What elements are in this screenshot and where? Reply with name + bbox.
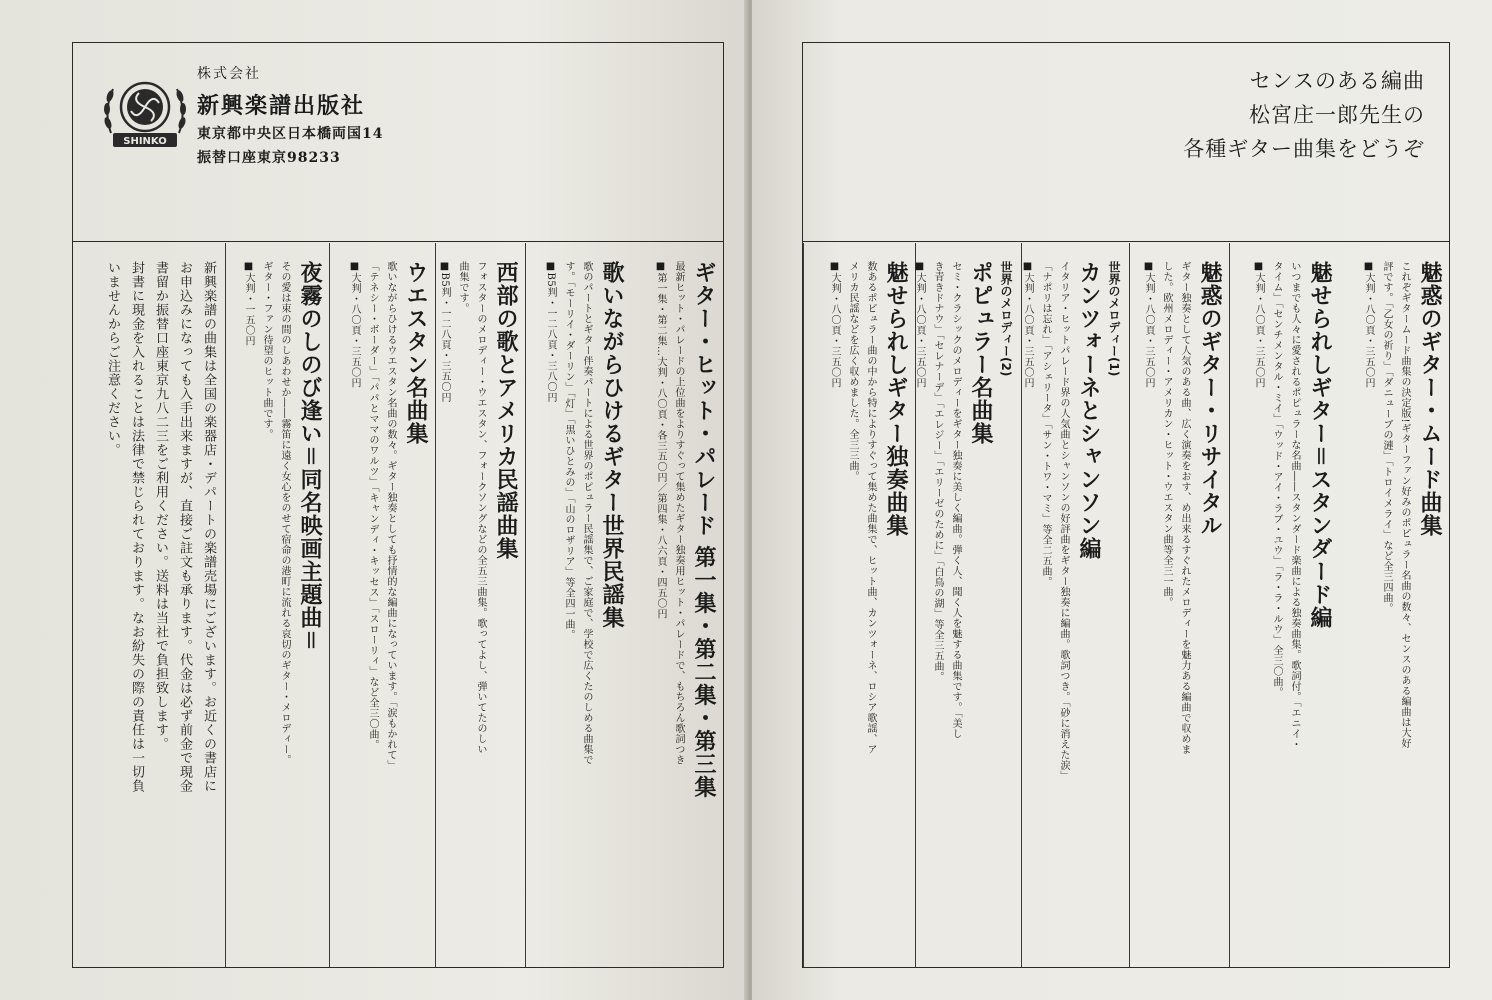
book-entry [329, 243, 435, 967]
book-price: ■大判・八〇頁・三五〇円 [1363, 261, 1374, 388]
book-title: 魅惑のギター・リサイタル [1197, 261, 1222, 537]
book-title: 西部の歌とアメリカ民謡曲集 [493, 261, 518, 560]
book-title: ポピュラー名曲集 [968, 261, 993, 445]
book-entry [525, 243, 631, 967]
book-price: ■第一集・第二集…大判・八〇頁・各三五〇円／第四集・八六頁・四五〇円 [655, 261, 666, 619]
book-description: メリカ民謡などを広く収めました。全三三曲。 [847, 261, 858, 482]
book-description: 歌のパートとギター伴奏パートによる世界のポピュラー民謡集で、ご家庭で、学校で広くたのしめる曲集で [581, 261, 592, 765]
book-description: フォスターのメロディー・ウエスタン、フォークソングなどの全五三曲集。歌ってよし、弾いてたのしい [475, 261, 486, 755]
book-entry [225, 243, 329, 967]
catchphrase-line: 各種ギター曲集をどうぞ [1183, 137, 1425, 161]
shinko-logo-icon [97, 63, 193, 159]
book-description: 評です。「乙女の祈り」「ダニューブの漣」「トロイメライ」など全三四曲。 [1381, 261, 1392, 614]
notice-line: お申込みになっても入手出来ますが、直接ご註文も承ります。代金は必ず前金で現金 [177, 261, 192, 793]
catchphrase-header [803, 43, 1449, 242]
book-description: ギター独奏として人気のある曲、広く演奏をおす、め出来るすぐれたメロディーを魅力ある編曲で収めま [1179, 261, 1190, 755]
book-price: ■大判・八〇頁・三五〇円 [349, 261, 360, 388]
book-price: ■B5判・一二八頁・三五〇円 [439, 261, 450, 403]
book-entry [631, 243, 723, 967]
right-page [752, 0, 1492, 1000]
book-title: ウエスタン名曲集 [403, 261, 428, 445]
book-description: いつまでも人々に愛されるポピュラーな名曲――スタンダード楽曲による独奏曲集。歌詞付。「エニイ・ [1289, 261, 1300, 750]
book-entry [1021, 243, 1129, 967]
book-price: ■大判・八〇頁・三五〇円 [829, 261, 840, 388]
notice-line: 書留か振替口座東京九八二三をご利用ください。送料は当社で負担致します。 [153, 261, 168, 751]
book-price: ■大判・一五〇円 [243, 261, 254, 346]
catchphrase-line: センスのある編曲 [1249, 69, 1425, 93]
notice-line: いませんからご注意ください。 [105, 261, 120, 457]
book-price: ■大判・八〇頁・三五〇円 [1143, 261, 1154, 388]
publisher-account: 振替口座東京98233 [197, 150, 341, 166]
book-entry [1229, 243, 1339, 967]
book-description: 「テネシー・ボーダー」「パパとママのワルツ」「キャンディ・キッセス」「スローリィ」など全三〇曲。 [367, 261, 378, 750]
book-description: 歌いながらひけるウエスタン名曲の数々。ギター独奏としても抒情的な編曲になっています。「涙もかれて」 [385, 261, 396, 771]
left-frame [72, 42, 724, 968]
book-subtitle: 世界のメロディー(1) [1107, 261, 1121, 377]
book-description: 最新ヒット・パレードの上位曲をよりすぐって集めたギター独奏用ヒット・パレードで、もちろん歌詞つき [673, 261, 684, 765]
book-entry [803, 243, 915, 967]
book-title: カンツォーネとシャンソン編 [1076, 261, 1101, 560]
book-title: 魅せられしギター独奏曲集 [883, 261, 908, 537]
book-description: した。欧州メロディー・アメリカン・ヒット・ウエスタン曲等全三一曲。 [1161, 261, 1172, 608]
book-entry [435, 243, 525, 967]
book-description: イタリア・ヒットパレード界の人気曲とシャンソンの好評曲をギター独奏に編曲。歌詞つき。「砂に消えた涙」 [1058, 261, 1069, 781]
notice-line: 封書に現金を入れることは法律で禁じられております。なお紛失の際の責任は一切負 [129, 261, 144, 793]
book-subtitle: 世界のメロディー(2) [999, 261, 1013, 377]
book-description: 曲集です。 [457, 261, 468, 314]
book-entry [915, 243, 1021, 967]
notice-line: 新興楽譜の曲集は全国の楽器店・デパートの楽譜売場にございます。お近くの書店に [201, 261, 216, 793]
logo-text: SHINKO [123, 136, 167, 147]
book-description: これぞギタームード曲集の決定版!ギターファン好みのポピュラー名曲の数々、センスのある編曲は大好 [1399, 261, 1410, 749]
book-title: 魅せられしギター＝スタンダード編 [1307, 261, 1332, 630]
book-description: 「ナポリは忘れ」「アシェリータ」「サン・トワ・マミ」等全二五曲。 [1040, 261, 1051, 587]
book-description: タイム」「センチメンタル・ミイ」「ウッド・アイ・ラブ・ユウ」「ラ・ラ・ルウ」全三〇曲。 [1271, 261, 1282, 698]
catchphrase-line: 松宮庄一郎先生の [1249, 103, 1425, 127]
book-price: ■大判・八〇頁・三五〇円 [1022, 261, 1033, 388]
book-title: 夜霧のしのび逢い＝同名映画主題曲＝ [297, 261, 322, 653]
left-book-columns [73, 243, 723, 967]
book-price: ■大判・八〇頁・三五〇円 [914, 261, 925, 388]
order-notice [75, 243, 225, 967]
book-title: 歌いながらひけるギター世界民謡集 [599, 261, 624, 629]
publisher-address: 東京都中央区日本橋両国14 [197, 126, 384, 142]
book-title: 魅惑のギター・ムード曲集 [1417, 261, 1442, 537]
book-description: セミ・クラシックのメロディーをギター独奏に美しく編曲。弾く人、聞く人を魅する曲集です。「美し [950, 261, 961, 739]
right-book-columns [803, 243, 1449, 967]
right-frame [802, 42, 1450, 968]
publisher-name: 新興楽譜出版社 [197, 94, 366, 119]
book-entry [1129, 243, 1229, 967]
book-description: 数あるポピュラー曲の中から特によりすぐって集めた曲集で、ヒット曲、カンツォーネ、ロシア歌謡、ア [865, 261, 876, 755]
book-price: ■大判・八〇頁・三五〇円 [1253, 261, 1264, 388]
book-description: き青きドナウ」「セレナーデ」「エレジー」「エリーゼのために」「白鳥の湖」等全三五曲。 [932, 261, 943, 682]
book-description: す。「モーリイ・ダーリン」「灯」「黒いひとみの」「山のロザリア」等全四一曲。 [563, 261, 574, 640]
book-entry [1339, 243, 1449, 967]
book-description: その愛は束の間のしあわせか――霧笛に遠く女心をのせて宿命の港町に流れる哀切のギター・メロディー。 [279, 261, 290, 765]
publisher-header [73, 43, 723, 242]
book-description: ギター・ファン待望のヒット曲です。 [261, 261, 272, 440]
book-price: ■B5判・一二八頁・三八〇円 [545, 261, 556, 403]
company-type: 株式会社 [197, 66, 261, 82]
book-title: ギター・ヒット・パレード 第一集・第二集・第三集 [691, 261, 716, 799]
